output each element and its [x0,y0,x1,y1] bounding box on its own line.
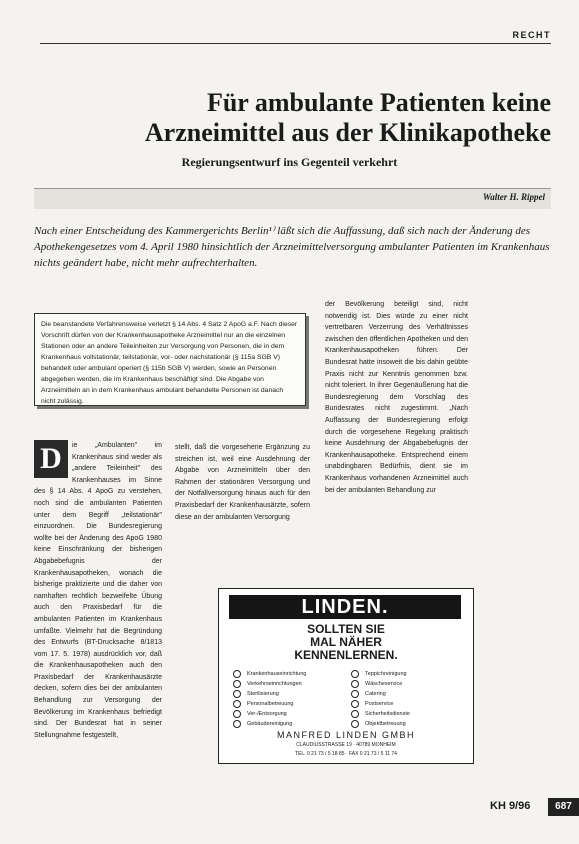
lead-paragraph: Nach einer Entscheidung des Kammergerichts Berlin¹⁾ läßt sich die Auffassung, daß sich nach der Änderung des Apothekengesetzes vom 4. April 1980 hinsichtlich der Arzneimittelversorgung ambulanter Patienten im Krankenhaus nichts geändert habe, nicht mehr aufrechterhalten. [34,225,550,269]
service-icon [233,680,241,688]
service-icon [351,710,359,718]
service-icon [233,700,241,708]
service-item: Ver-/Entsorgung [233,709,287,719]
column-left [34,440,162,835]
service-icon [233,720,241,728]
service-icon [351,720,359,728]
quote-box: Die beanstandete Verfahrensweise verletzt § 14 Abs. 4 Satz 2 ApoG a.F. Nach dieser Vorschrift dürfen von der Krankenhausapotheke Arzneimittel nur an die einzelnen Stationen oder an andere Teileinheiten zur Versorgung von Personen, die in dem Krankenhaus vollstationär, teilstationär, vor- oder nachstationär (§ 115a SGB V) behandelt oder ambulant operiert (§ 115b SGB V) werden, sowie an Personen abgegeben werden, die im Krankenhaus beschäftigt sind. Die Abgabe von Arzneimitteln an in dem Krankenhaus ambulant behandelte Personen ist danach nicht zulässig. [34,313,306,406]
service-icon [233,670,241,678]
service-item: Postservice [351,699,393,709]
service-icon [233,710,241,718]
service-icon [351,670,359,678]
page-number: 687 [548,798,579,816]
title-line: Arzneimittel aus der Klinikapotheke [144,118,551,147]
article-subtitle: Regierungsentwurf ins Gegenteil verkehrt [181,155,398,169]
service-item: Personalbetreuung [233,699,293,709]
service-item: Krankenhauseinrichtung [233,669,306,679]
column-left-text [34,440,162,741]
service-item: Verkehrseinrichtungen [233,679,302,689]
ad-phone: TEL. 0 21 73 / 5 18 85 · FAX 0 21 73 / 5 11 74 [295,751,397,757]
slogan-line: SOLLTEN SIE [307,622,385,636]
linden-logo: LINDEN. [229,595,461,619]
service-item: Sterilisierung [233,689,279,699]
column-right-text: der Bevölkerung beteiligt sind, nicht notwendig ist. Dies würde zu einer nicht vertretbaren Verzerrung des Verhältnisses zwischen den öffentlichen Apotheken und den Krankenhausapotheken führen. Der Bundesrat hatte insoweit die bis dahin geübte Praxis nicht zur Kenntnis genommen bzw. nicht toleriert. In ihrer Gegenäußerung hat die Bundesregierung dem Vorschlag des Bundesrates nicht zugestimmt. „Nach Auffassung der Bundesregierung erfolgt durch die vorgesehene Regelung praktisch keine Ausdehnung der Abgabebefugnis der Krankenhausapotheke. Entsprechend einem unabdingbaren Bedürfnis, dient sie im Krankenhaus vorhandenen Arzneimittel auch bei der ambulanten Behandlung zur [325,301,468,494]
author-name: Walter H. Rippel [482,192,545,202]
linden-advertisement [218,588,474,764]
service-icon [351,700,359,708]
column-left-body: ie „Ambulanten" im Krankenhaus sind weder als „andere Teileinheit" des Krankenhauses im Sinne des § 14 Abs. 4 ApoG zu verstehen, noch sind die ambulanten Patienten unter dem Begriff „teilstationär" einzuordnen. Die Bundesregierung wollte bei der Änderung des ApoG 1980 keine Einschränkung der bisherigen Abgabebefugnis der Krankenhausapotheken, wonach die bisherige praktizierte und die daher von namhaften rechtlich bezweifelte Übung auch den Praxisbedarf für die ambulanten Patienten im Krankenhaus umfaßte. Vielmehr hat die Begründung des Entwurfs (BT-Drucksache 8/1813 vom 17. 5. 1978) ausdrücklich vor, daß die Krankenhausapotheken auch den Praxisbedarf der Krankenhausärzte decken, sofern dies bei der ambulanten Behandlung zur Versorgung der Bevölkerung im Krankenhaus befriedigt sind. Der Bundesrat hat in seiner Stellungnahme festgestellt, [34,442,162,739]
slogan-line: KENNENLERNEN. [294,648,398,662]
service-icon [233,690,241,698]
service-icon [351,690,359,698]
service-item: Catering [351,689,386,699]
service-item: Teppichreinigung [351,669,407,679]
slogan-line: MAL NÄHER [310,635,382,649]
title-line: Für ambulante Patienten keine [206,88,551,117]
author-bar [34,188,551,209]
service-item: Objektbetreuung [351,719,406,729]
service-item: Gebäudereinigung [233,719,292,729]
section-label: RECHT [512,30,551,40]
ad-slogan [219,623,473,662]
drop-cap: D [34,440,68,478]
service-item: Sicherheitsdienste [351,709,410,719]
ad-address: CLAUDIUSSTRASSE 19 · 40789 MONHEIM [296,742,396,748]
service-icon [351,680,359,688]
column-middle-text: stellt, daß die vorgesehene Ergänzung zu streichen ist, weil eine Ausdehnung der Abgabe von Arzneimitteln über den Rahmen der stationären Versorgung und der Notfallversorgung hinaus auch für den Praxisbedarf der Krankenhausärzte, sofern diese an der ambulanten Versorgung [175,444,310,521]
section-rule [40,43,551,44]
service-item: Wäscheservice [351,679,402,689]
ad-company-name: MANFRED LINDEN GMBH [276,730,415,740]
issue-label: KH 9/96 [490,800,531,812]
article-title [40,88,551,148]
